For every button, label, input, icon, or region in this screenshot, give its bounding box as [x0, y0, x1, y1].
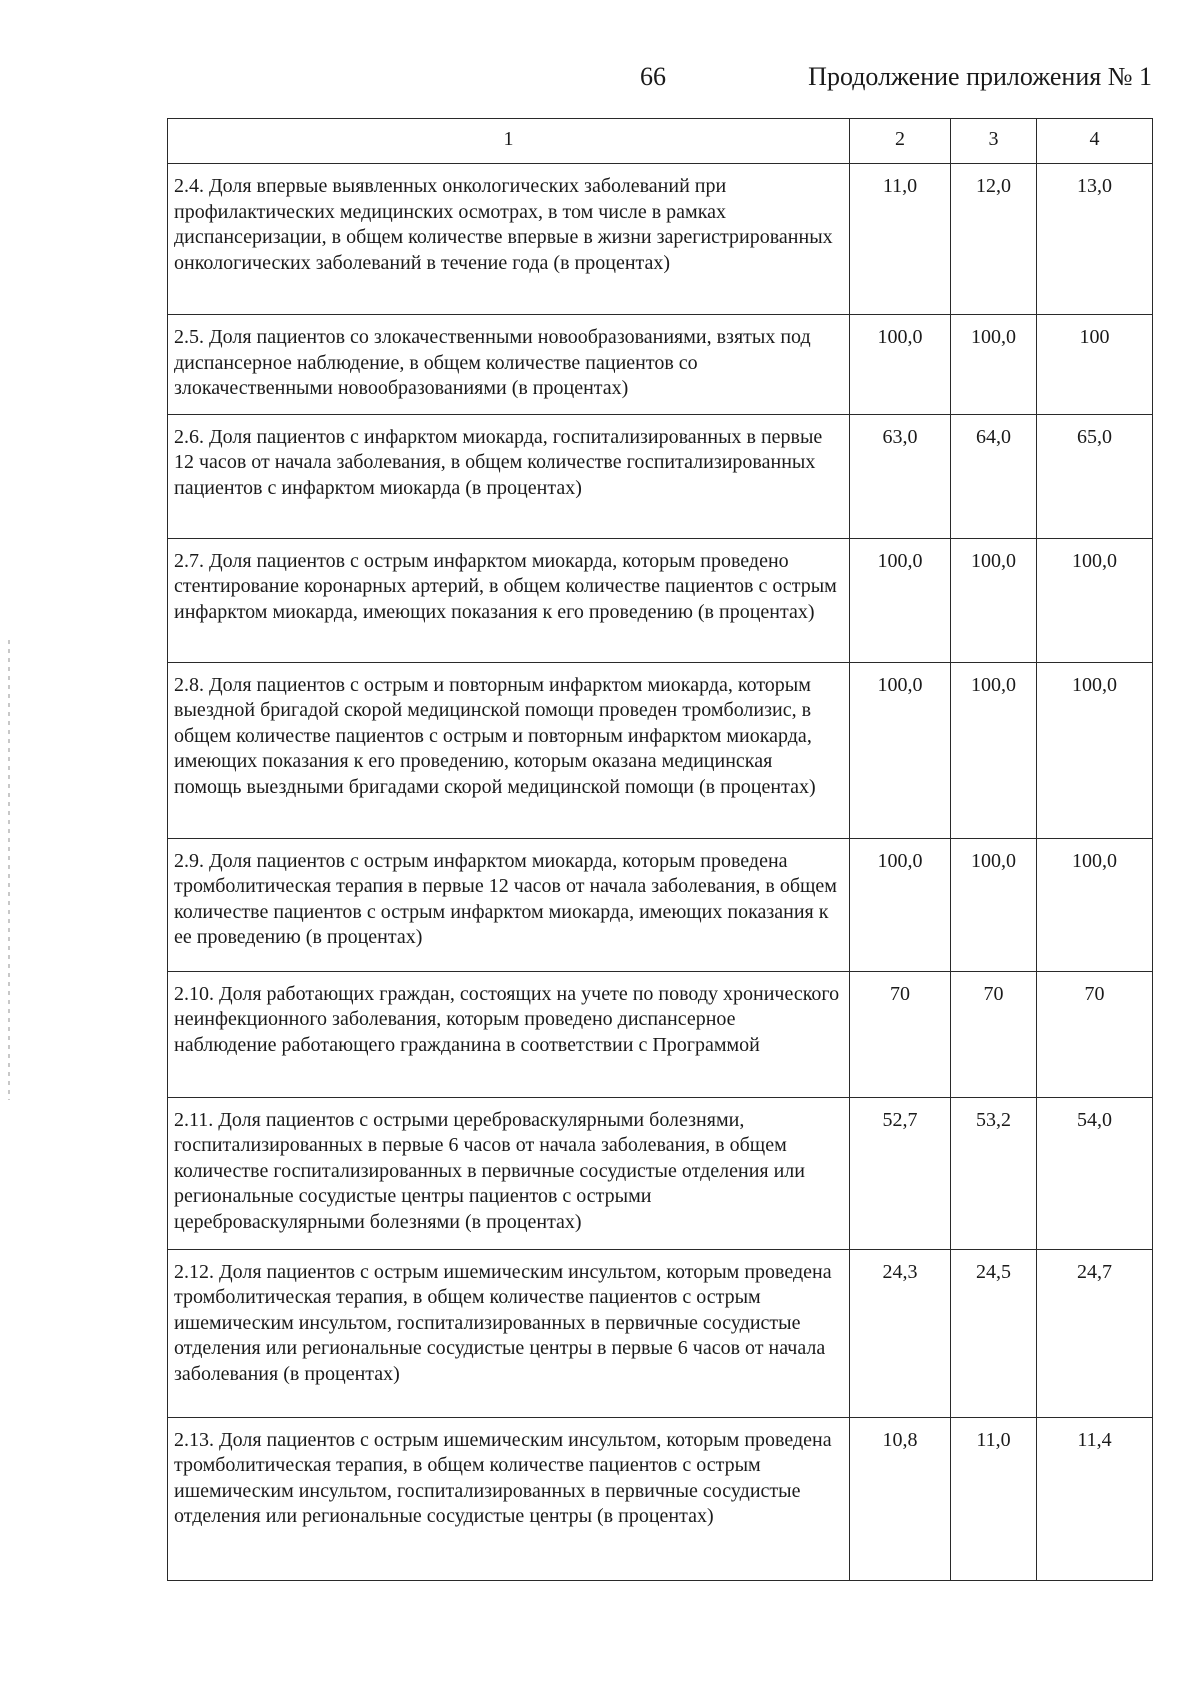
value-col-4: 11,4 — [1037, 1417, 1153, 1580]
indicator-text: 2.10. Доля работающих граждан, состоящих на учете по поводу хронического неинфекционного заболевания, которым проведено диспансерное наблюдение работающего гражданина в соответствии с Программой — [168, 971, 850, 1097]
value-col-3: 100,0 — [951, 538, 1037, 662]
value-col-4: 54,0 — [1037, 1097, 1153, 1249]
value-col-3: 12,0 — [951, 164, 1037, 315]
value-col-2: 24,3 — [850, 1249, 951, 1417]
value-col-2: 11,0 — [850, 164, 951, 315]
value-col-2: 100,0 — [850, 662, 951, 838]
table-row — [168, 838, 1153, 971]
value-col-4: 100,0 — [1037, 662, 1153, 838]
value-col-2: 100,0 — [850, 838, 951, 971]
table-row — [168, 1417, 1153, 1580]
table-row — [168, 538, 1153, 662]
table-row — [168, 1097, 1153, 1249]
column-header-1: 1 — [168, 119, 850, 164]
scan-artifact — [8, 640, 10, 1100]
value-col-4: 100,0 — [1037, 838, 1153, 971]
indicator-text: 2.4. Доля впервые выявленных онкологических заболеваний при профилактических медицинских осмотрах, в том числе в рамках диспансеризации, в общем количестве впервые в жизни зарегистрированных онкологических заболеваний в течение года (в процентах) — [168, 164, 850, 315]
indicator-text: 2.7. Доля пациентов с острым инфарктом миокарда, которым проведено стентирование коронарных артерий, в общем количестве пациентов с острым инфарктом миокарда, имеющих показания к его проведению (в процентах) — [168, 538, 850, 662]
value-col-2: 10,8 — [850, 1417, 951, 1580]
table-row — [168, 1249, 1153, 1417]
table-row — [168, 164, 1153, 315]
value-col-4: 70 — [1037, 971, 1153, 1097]
value-col-2: 70 — [850, 971, 951, 1097]
value-col-3: 24,5 — [951, 1249, 1037, 1417]
appendix-title: Продолжение приложения № 1 — [808, 62, 1152, 91]
indicator-text: 2.12. Доля пациентов с острым ишемическим инсультом, которым проведена тромболитическая терапия, в общем количестве пациентов с острым ишемическим инсультом, госпитализированных в первичные сосудистые отделения или региональные сосудистые центры в первые 6 часов от начала заболевания (в процентах) — [168, 1249, 850, 1417]
value-col-4: 100,0 — [1037, 538, 1153, 662]
value-col-3: 11,0 — [951, 1417, 1037, 1580]
page-number: 66 — [640, 62, 666, 91]
value-col-4: 13,0 — [1037, 164, 1153, 315]
value-col-4: 65,0 — [1037, 414, 1153, 538]
table-header-row — [168, 119, 1153, 164]
indicator-text: 2.13. Доля пациентов с острым ишемическим инсультом, которым проведена тромболитическая терапия, в общем количестве пациентов с острым ишемическим инсультом, госпитализированных в первичные сосудистые отделения или региональные сосудистые центры (в процентах) — [168, 1417, 850, 1580]
value-col-3: 64,0 — [951, 414, 1037, 538]
value-col-3: 70 — [951, 971, 1037, 1097]
value-col-2: 52,7 — [850, 1097, 951, 1249]
value-col-3: 53,2 — [951, 1097, 1037, 1249]
table-row — [168, 315, 1153, 415]
column-header-4: 4 — [1037, 119, 1153, 164]
indicator-text: 2.9. Доля пациентов с острым инфарктом миокарда, которым проведена тромболитическая терапия в первые 12 часов от начала заболевания, в общем количестве пациентов с острым инфарктом миокарда, имеющих показания к ее проведению (в процентах) — [168, 838, 850, 971]
indicator-text: 2.8. Доля пациентов с острым и повторным инфарктом миокарда, которым выездной бригадой скорой медицинской помощи проведен тромболизис, в общем количестве пациентов с острым и повторным инфарктом миокарда, имеющих показания к его проведению, которым оказана медицинская помощь выездными бригадами скорой медицинской помощи (в процентах) — [168, 662, 850, 838]
indicator-text: 2.11. Доля пациентов с острыми цереброваскулярными болезнями, госпитализированных в первые 6 часов от начала заболевания, в общем количестве госпитализированных в первичные сосудистые отделения или региональные сосудистые центры пациентов с острыми цереброваскулярными болезнями (в процентах) — [168, 1097, 850, 1249]
value-col-4: 24,7 — [1037, 1249, 1153, 1417]
column-header-2: 2 — [850, 119, 951, 164]
indicators-table — [167, 118, 1153, 1581]
table-row — [168, 662, 1153, 838]
column-header-3: 3 — [951, 119, 1037, 164]
indicator-text: 2.6. Доля пациентов с инфарктом миокарда, госпитализированных в первые 12 часов от начала заболевания, в общем количестве госпитализированных пациентов с инфарктом миокарда (в процентах) — [168, 414, 850, 538]
table-row — [168, 414, 1153, 538]
value-col-2: 63,0 — [850, 414, 951, 538]
indicator-text: 2.5. Доля пациентов со злокачественными новообразованиями, взятых под диспансерное наблюдение, в общем количестве пациентов со злокачественными новообразованиями (в процентах) — [168, 315, 850, 415]
value-col-2: 100,0 — [850, 315, 951, 415]
table-row — [168, 971, 1153, 1097]
value-col-2: 100,0 — [850, 538, 951, 662]
value-col-3: 100,0 — [951, 662, 1037, 838]
value-col-4: 100 — [1037, 315, 1153, 415]
value-col-3: 100,0 — [951, 315, 1037, 415]
value-col-3: 100,0 — [951, 838, 1037, 971]
